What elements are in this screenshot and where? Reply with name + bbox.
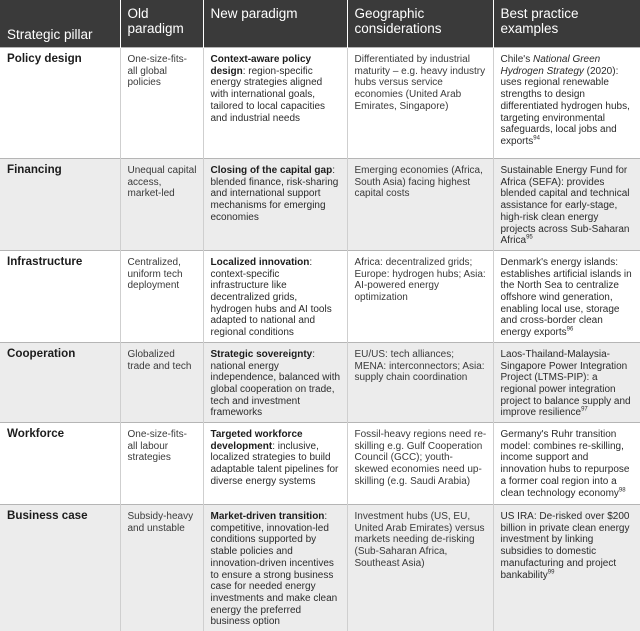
header-best-practice-examples: Best practice examples — [493, 0, 640, 48]
new-paradigm-cell — [203, 342, 347, 422]
geographic-cell: Emerging economies (Africa, South Asia) facing highest capital costs — [347, 159, 493, 251]
best-practice-cell — [493, 342, 640, 422]
new-paradigm-lead: Targeted workforce development — [210, 429, 303, 452]
old-paradigm-cell: Centralized, uniform tech deployment — [120, 250, 203, 342]
footnote-ref: 99 — [547, 569, 555, 576]
footnote-ref: 94 — [533, 135, 540, 142]
geographic-cell: Differentiated by industrial maturity – e.g. heavy industry hubs versus service economies (United Arab Emirates, Singapore) — [347, 48, 493, 159]
header-new-paradigm: New paradigm — [203, 0, 347, 48]
header-old-paradigm: Old paradigm — [120, 0, 203, 48]
old-paradigm-cell: One-size-fits-all global policies — [120, 48, 203, 159]
new-paradigm-lead: Market-driven transition — [210, 511, 325, 523]
new-paradigm-lead: Context-aware policy design — [210, 54, 312, 77]
table-row-infrastructure — [0, 250, 640, 342]
new-paradigm-text: : region-specific energy strategies aligned with international goals, tailored to local capacities and industrial needs — [210, 65, 326, 124]
header-geographic-considerations: Geographic considerations — [347, 0, 493, 48]
geographic-cell: Africa: decentralized grids; Europe: hydrogen hubs; Asia: AI-powered energy optimization — [347, 250, 493, 342]
pillar-cell: Policy design — [0, 48, 120, 159]
best-practice-text: Laos-Thailand-Malaysia-Singapore Power Integration Project (LTMS-PIP): a regional power integration project to balance supply and improve resilience — [500, 348, 631, 419]
geographic-cell: Investment hubs (US, EU, United Arab Emirates) versus markets needing de-risking (Sub-Saharan Africa, Southeast Asia) — [347, 505, 493, 631]
best-practice-cell — [493, 423, 640, 505]
table-row-business-case — [0, 505, 640, 631]
pillar-cell: Financing — [0, 159, 120, 251]
old-paradigm-cell: Subsidy-heavy and unstable — [120, 505, 203, 631]
best-practice-cell — [493, 159, 640, 251]
new-paradigm-cell — [203, 423, 347, 505]
footnote-ref: 95 — [526, 234, 533, 241]
old-paradigm-cell: Globalized trade and tech — [120, 342, 203, 422]
header-strategic-pillar: Strategic pillar — [0, 0, 120, 48]
new-paradigm-text: : context-specific infrastructure like decentralized grids, hydrogen hubs and AI tools adapted to national and regional conditions — [210, 256, 332, 339]
table-row-financing — [0, 159, 640, 251]
best-practice-cell — [493, 250, 640, 342]
new-paradigm-lead: Strategic sovereignty — [210, 348, 313, 360]
best-practice-text-end: (2020): uses regional renewable strengths to design differentiated hydrogen hubs, targeting environmental safeguards, local jobs and exports — [500, 65, 630, 147]
header-row — [0, 0, 640, 48]
pillar-cell: Infrastructure — [0, 250, 120, 342]
new-paradigm-text: : national energy independence, balanced with global cooperation on trade, tech and investment frameworks — [210, 348, 341, 419]
new-paradigm-text: : inclusive, localized strategies to build adaptable talent pipelines for diverse energy systems — [210, 440, 339, 487]
pillar-cell: Workforce — [0, 423, 120, 505]
geographic-cell: Fossil-heavy regions need re-skilling e.g. Gulf Cooperation Council (GCC); youth-skewed economies need up-skilling (e.g. Saudi Arabia) — [347, 423, 493, 505]
best-practice-text: Chile's — [500, 54, 533, 65]
new-paradigm-cell — [203, 159, 347, 251]
new-paradigm-text: : competitive, innovation-led conditions supported by stable policies and innovation-driven incentives to ensure a strong business case for needed energy investments and make clean energy the preferred business option — [210, 511, 338, 628]
table-row-policy-design — [0, 48, 640, 159]
footnote-ref: 96 — [566, 326, 574, 333]
best-practice-text: Denmark's energy islands: establishes artificial islands in the North Sea to centralize offshore wind generation, enabling local use, storage and cross-border clean energy exports — [500, 256, 632, 339]
best-practice-cell — [493, 505, 640, 631]
table-row-workforce — [0, 423, 640, 505]
old-paradigm-cell: One-size-fits-all labour strategies — [120, 423, 203, 505]
best-practice-text: Germany's Ruhr transition model: combines re-skilling, income support and innovation hubs to repurpose a former coal region into a clean technology economy — [500, 429, 630, 499]
geographic-cell: EU/US: tech alliances; MENA: interconnectors; Asia: supply chain coordination — [347, 342, 493, 422]
pillar-cell: Cooperation — [0, 342, 120, 422]
footnote-ref: 98 — [618, 487, 626, 494]
best-practice-cell — [493, 48, 640, 159]
new-paradigm-lead: Localized innovation — [210, 256, 310, 268]
table-row-cooperation — [0, 342, 640, 422]
old-paradigm-cell: Unequal capital access, market-led — [120, 159, 203, 251]
new-paradigm-cell — [203, 48, 347, 159]
best-practice-text: US IRA: De-risked over $200 billion in private clean energy investment by linking subsidies to domestic manufacturing and project bankability — [500, 511, 630, 581]
best-practice-italic: National Green Hydrogen Strategy — [500, 54, 601, 77]
footnote-ref: 97 — [581, 407, 588, 414]
new-paradigm-cell — [203, 250, 347, 342]
pillar-cell: Business case — [0, 505, 120, 631]
best-practice-text: Sustainable Energy Fund for Africa (SEFA): provides blended capital and technical assistance for early-stage, high-risk clean energy projects across Sub-Saharan Africa — [500, 165, 630, 247]
new-paradigm-text: : blended finance, risk-sharing and international support mechanisms for emerging economies — [210, 165, 339, 223]
new-paradigm-lead: Closing of the capital gap — [210, 165, 333, 176]
new-paradigm-cell — [203, 505, 347, 631]
